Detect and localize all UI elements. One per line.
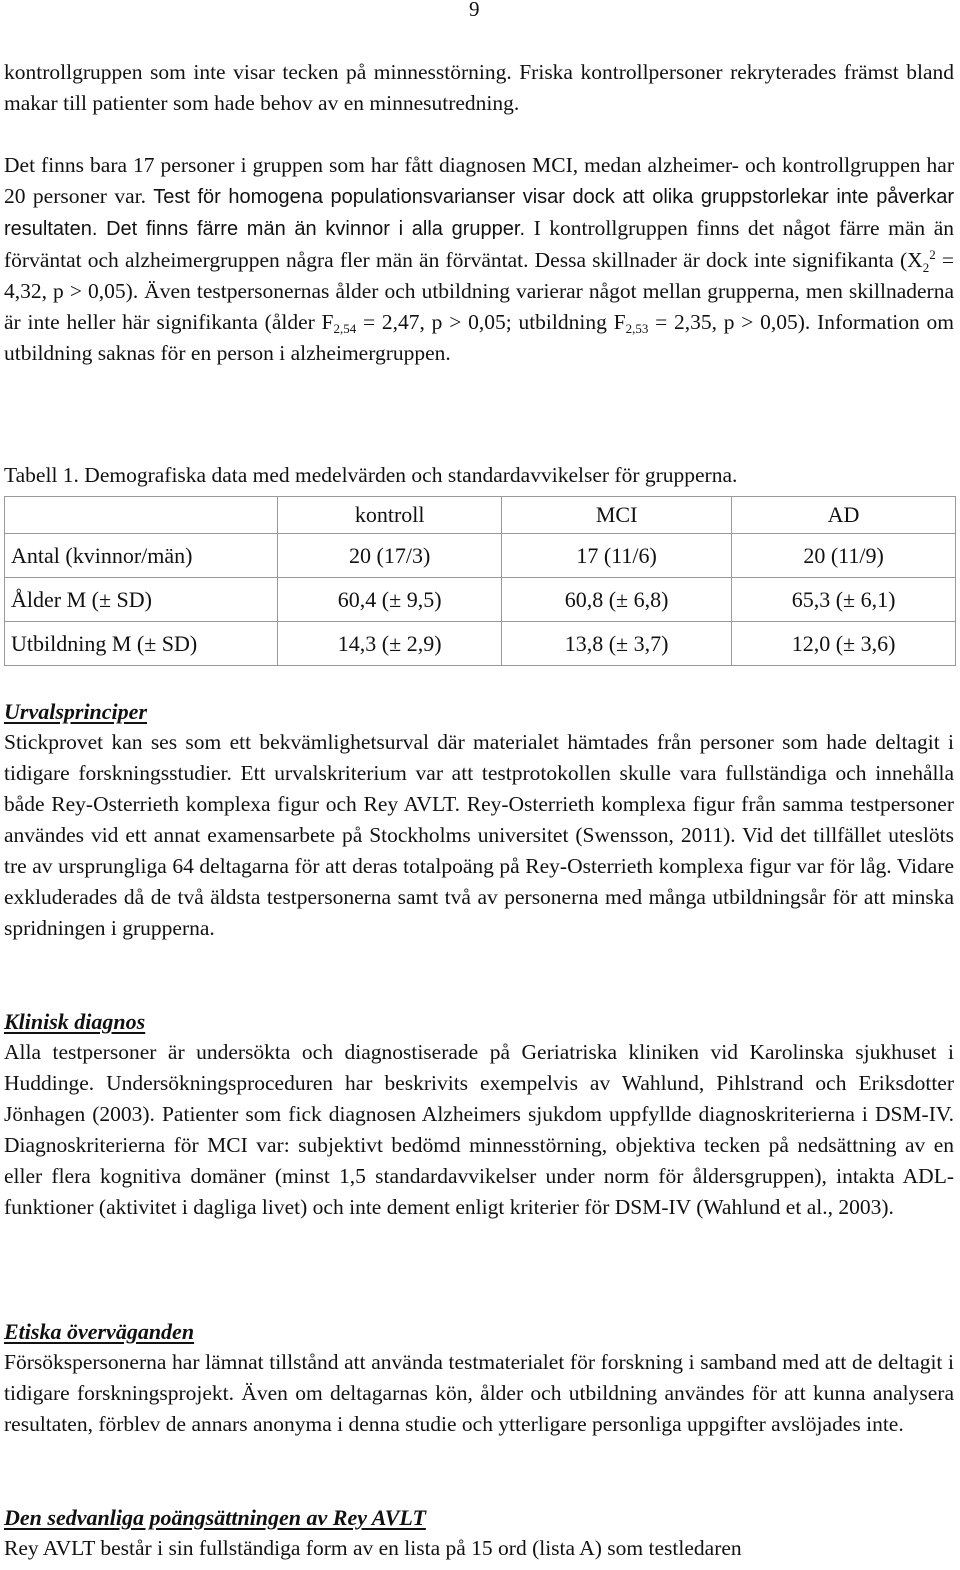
section-paragraph: Alla testpersoner är undersökta och diagnostiserade på Geriatriska kliniken vid Karolinska sjukhuset i Huddinge. Undersökningsproceduren har beskrivits exempelvis av Wahlund, Pihlstrand och Eriksdotter Jönhagen (2003). Patienter som fick diagnosen Alzheimers sjukdom uppfyllde diagnoskriterierna i DSM-IV. Diagnoskriterierna för MCI var: subjektivt bedömd minnesstörning, objektiva tecken på nedsättning av en eller flera kognitiva domäner (minst 1,5 standardavvikelser under norm för åldersgruppen), intakta ADL-funktioner (aktivitet i dagliga livet) och inte dement enligt kriterier för DSM-IV (Wahlund et al., 2003). xyxy=(4,1040,954,1219)
table-cell: 20 (11/9) xyxy=(732,534,956,578)
f-education-subscript: 2,53 xyxy=(625,321,649,336)
section-urvalsprinciper xyxy=(4,697,954,944)
paragraph-intro-2 xyxy=(4,150,954,369)
section-poangsattning xyxy=(4,1503,954,1564)
section-heading: Den sedvanliga poängsättningen av Rey AVLT xyxy=(4,1505,426,1530)
paragraph-intro-2-part-c: I kontrollgruppen finns det något färre män än förväntat och alzheimergruppen några fler män än förväntat. Dessa skillnader är dock inte signifikanta (X xyxy=(4,216,954,272)
table-cell: 12,0 (± 3,6) xyxy=(732,622,956,666)
chi-square-subscript: 2 xyxy=(922,260,930,275)
table-cell: 13,8 (± 3,7) xyxy=(502,622,732,666)
demographics-table xyxy=(4,496,956,666)
chi-square-superscript: 2 xyxy=(929,247,936,262)
paragraph-intro-1: kontrollgruppen som inte visar tecken på minnesstörning. Friska kontrollpersoner rekryterades främst bland makar till patienter som hade behov av en minnesutredning. xyxy=(4,60,954,115)
section-paragraph: Rey AVLT består i sin fullständiga form av en lista på 15 ord (lista A) som testledaren xyxy=(4,1536,742,1560)
paragraph-intro-2-part-d: = 4,32, p > 0,05). Även testpersonernas ålder och utbildning varierar något mellan grupperna, men skillnaderna är inte heller här signifikanta (ålder F xyxy=(4,248,954,334)
table-row xyxy=(5,578,956,622)
table-cell: 14,3 (± 2,9) xyxy=(278,622,502,666)
section-etiska-overvaganden xyxy=(4,1317,954,1440)
section-klinisk-diagnos xyxy=(4,1007,954,1223)
page-number: 9 xyxy=(469,0,480,21)
table-header-row xyxy=(5,497,956,534)
table-cell: 60,8 (± 6,8) xyxy=(502,578,732,622)
table-header-kontroll: kontroll xyxy=(278,497,502,534)
section-paragraph: Försökspersonerna har lämnat tillstånd att använda testmaterialet för forskning i samband med att de deltagit i tidigare forskningsprojekt. Även om deltagarnas kön, ålder och utbildning användes för att kunna analysera resultaten, förblev de annars anonyma i denna studie och ytterligare personliga uppgifter avslöjades inte. xyxy=(4,1350,954,1436)
table-header-empty xyxy=(5,497,278,534)
paragraph-intro-2-part-e: = 2,47, p > 0,05; utbildning F xyxy=(356,310,626,334)
table-header-ad: AD xyxy=(732,497,956,534)
paragraph-intro-2-part-b: Test för homogena populationsvarianser visar dock att olika gruppstorlekar inte påverkar resultaten. Det finns färre män än kvinnor i alla grupper. xyxy=(4,186,955,240)
table-row-label: Antal (kvinnor/män) xyxy=(5,534,278,578)
table-row-label: Utbildning M (± SD) xyxy=(5,622,278,666)
paragraph-intro-2-part-f: = 2,35, p > 0,05). Information om utbildning saknas för en person i alzheimergruppen. xyxy=(4,310,955,365)
section-heading: Etiska överväganden xyxy=(4,1319,195,1344)
table-header-mci: MCI xyxy=(502,497,732,534)
f-age-subscript: 2,54 xyxy=(333,321,357,336)
table-caption: Tabell 1. Demografiska data med medelvärden och standardavvikelser för grupperna. xyxy=(4,463,738,487)
section-paragraph: Stickprovet kan ses som ett bekvämlighetsurval där materialet hämtades från personer som hade deltagit i tidigare forskningsstudier. Ett urvalskriterium var att testprotokollen skulle vara fullständiga och innehålla både Rey-Osterrieth komplexa figur och Rey AVLT. Rey-Osterrieth komplexa figur från samma testpersoner användes vid ett annat examensarbete på Stockholms universitet (Swensson, 2011). Vid det tillfället uteslöts tre av ursprungliga 64 deltagarna för att deras totalpoäng på Rey-Osterrieth komplexa figur var för låg. Vidare exkluderades då de två äldsta testpersonerna samt två av personerna med många utbildningsår för att minska spridningen i grupperna. xyxy=(4,730,954,940)
section-heading: Klinisk diagnos xyxy=(4,1009,146,1034)
section-heading: Urvalsprinciper xyxy=(4,699,147,724)
table-cell: 60,4 (± 9,5) xyxy=(278,578,502,622)
paragraph-intro-2-part-a: Det finns bara 17 personer i gruppen som har fått diagnosen MCI, medan alzheimer- och kontrollgruppen har 20 personer var. xyxy=(4,153,954,208)
table-row xyxy=(5,622,956,666)
table-cell: 65,3 (± 6,1) xyxy=(732,578,956,622)
table-row-label: Ålder M (± SD) xyxy=(5,578,278,622)
table-row xyxy=(5,534,956,578)
table-cell: 20 (17/3) xyxy=(278,534,502,578)
table-cell: 17 (11/6) xyxy=(502,534,732,578)
